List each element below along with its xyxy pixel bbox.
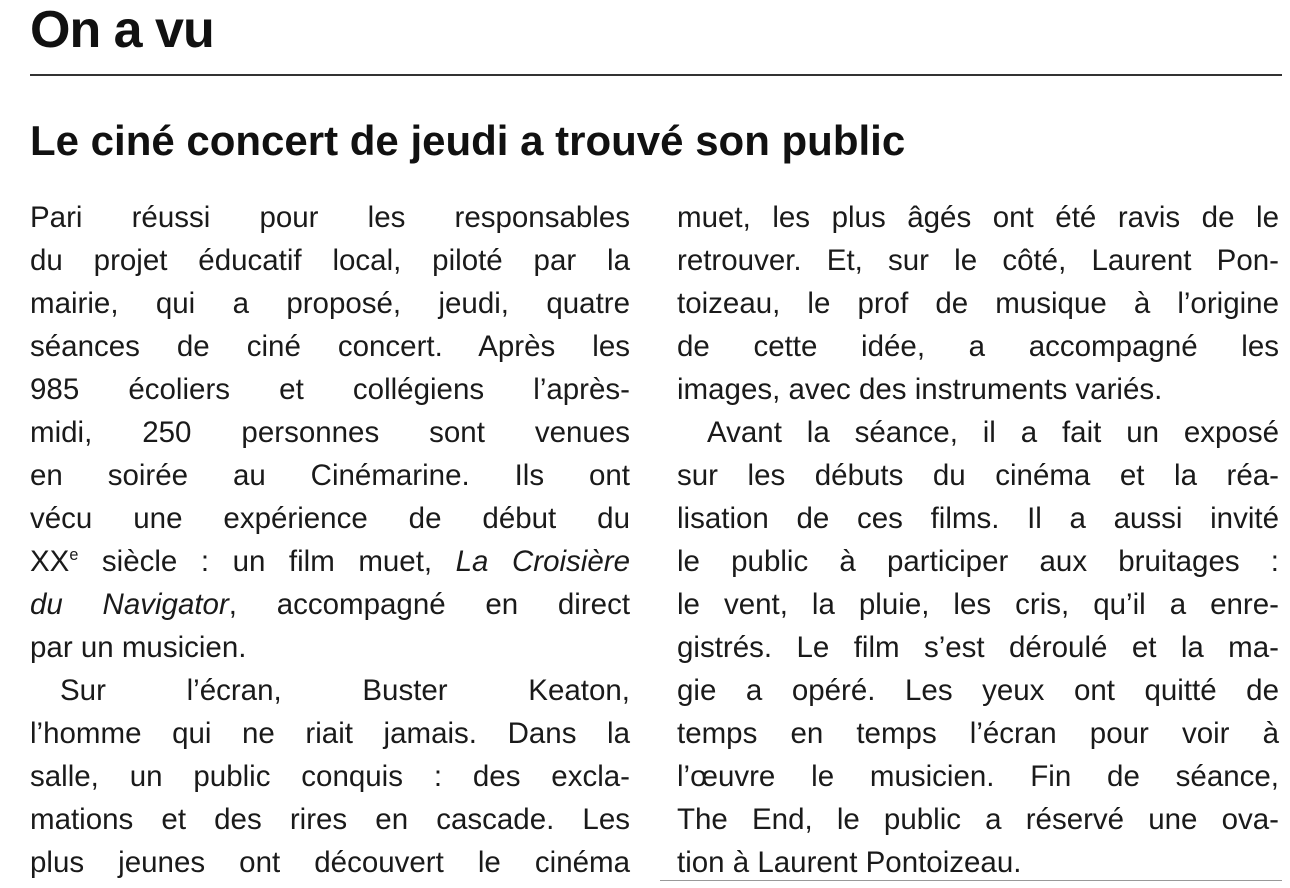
footer-rule <box>660 880 1282 881</box>
text-fragment: siècle : un film muet, <box>78 545 456 578</box>
text-line: mations et des rires en cascade. Les <box>30 803 630 836</box>
text-line: muet, les plus âgés ont été ravis de le <box>677 201 1279 234</box>
text-line: l’homme qui ne riait jamais. Dans la <box>30 717 630 750</box>
header-rule <box>30 74 1282 76</box>
text-line: temps en temps l’écran pour voir à <box>677 717 1279 750</box>
paragraph-start: Avant la séance, il a fait un exposé <box>707 416 1279 449</box>
article-column-left <box>30 196 630 884</box>
text-line: séances de ciné concert. Après les <box>30 330 630 363</box>
text-line: en soirée au Cinémarine. Ils ont <box>30 459 630 492</box>
article-column-right <box>677 196 1279 884</box>
text-line: mairie, qui a proposé, jeudi, quatre <box>30 287 630 320</box>
section-rubric: On a vu <box>30 1 214 59</box>
text-line: salle, un public conquis : des excla- <box>30 760 630 793</box>
text-line: plus jeunes ont découvert le cinéma <box>30 846 630 879</box>
text-line: midi, 250 personnes sont venues <box>30 416 630 449</box>
film-title: La Croisière <box>455 545 630 578</box>
text-line: vécu une expérience de début du <box>30 502 630 535</box>
text-line: gistrés. Le film s’est déroulé et la ma- <box>677 631 1279 664</box>
text-line: 985 écoliers et collégiens l’après- <box>30 373 630 406</box>
text-line: de cette idée, a accompagné les <box>677 330 1279 363</box>
text-line: sur les débuts du cinéma et la réa- <box>677 459 1279 492</box>
century-superscript: e <box>69 546 79 565</box>
article-headline: Le ciné concert de jeudi a trouvé son public <box>30 117 906 164</box>
text-line: par un musicien. <box>30 631 247 664</box>
century-numeral: XX <box>30 545 70 578</box>
text-line: le vent, la pluie, les cris, qu’il a enre- <box>677 588 1279 621</box>
text-line: Pari réussi pour les responsables <box>30 201 630 234</box>
text-line: lisation de ces films. Il a aussi invité <box>677 502 1279 535</box>
text-line: tion à Laurent Pontoizeau. <box>677 846 1022 879</box>
text-line: retrouver. Et, sur le côté, Laurent Pon- <box>677 244 1279 277</box>
film-title-continued: du Navigator <box>30 588 229 621</box>
text-line: du projet éducatif local, piloté par la <box>30 244 630 277</box>
text-line: The End, le public a réservé une ova- <box>677 803 1279 836</box>
text-line: gie a opéré. Les yeux ont quitté de <box>677 674 1279 707</box>
text-line: toizeau, le prof de musique à l’origine <box>677 287 1279 320</box>
text-line: l’œuvre le musicien. Fin de séance, <box>677 760 1279 793</box>
text-line <box>30 540 630 583</box>
text-line: le public à participer aux bruitages : <box>677 545 1279 578</box>
text-line <box>30 583 630 626</box>
paragraph-start: Sur l’écran, Buster Keaton, <box>60 674 630 707</box>
text-line: images, avec des instruments variés. <box>677 373 1163 406</box>
text-fragment: , accompagné en direct <box>228 588 631 621</box>
